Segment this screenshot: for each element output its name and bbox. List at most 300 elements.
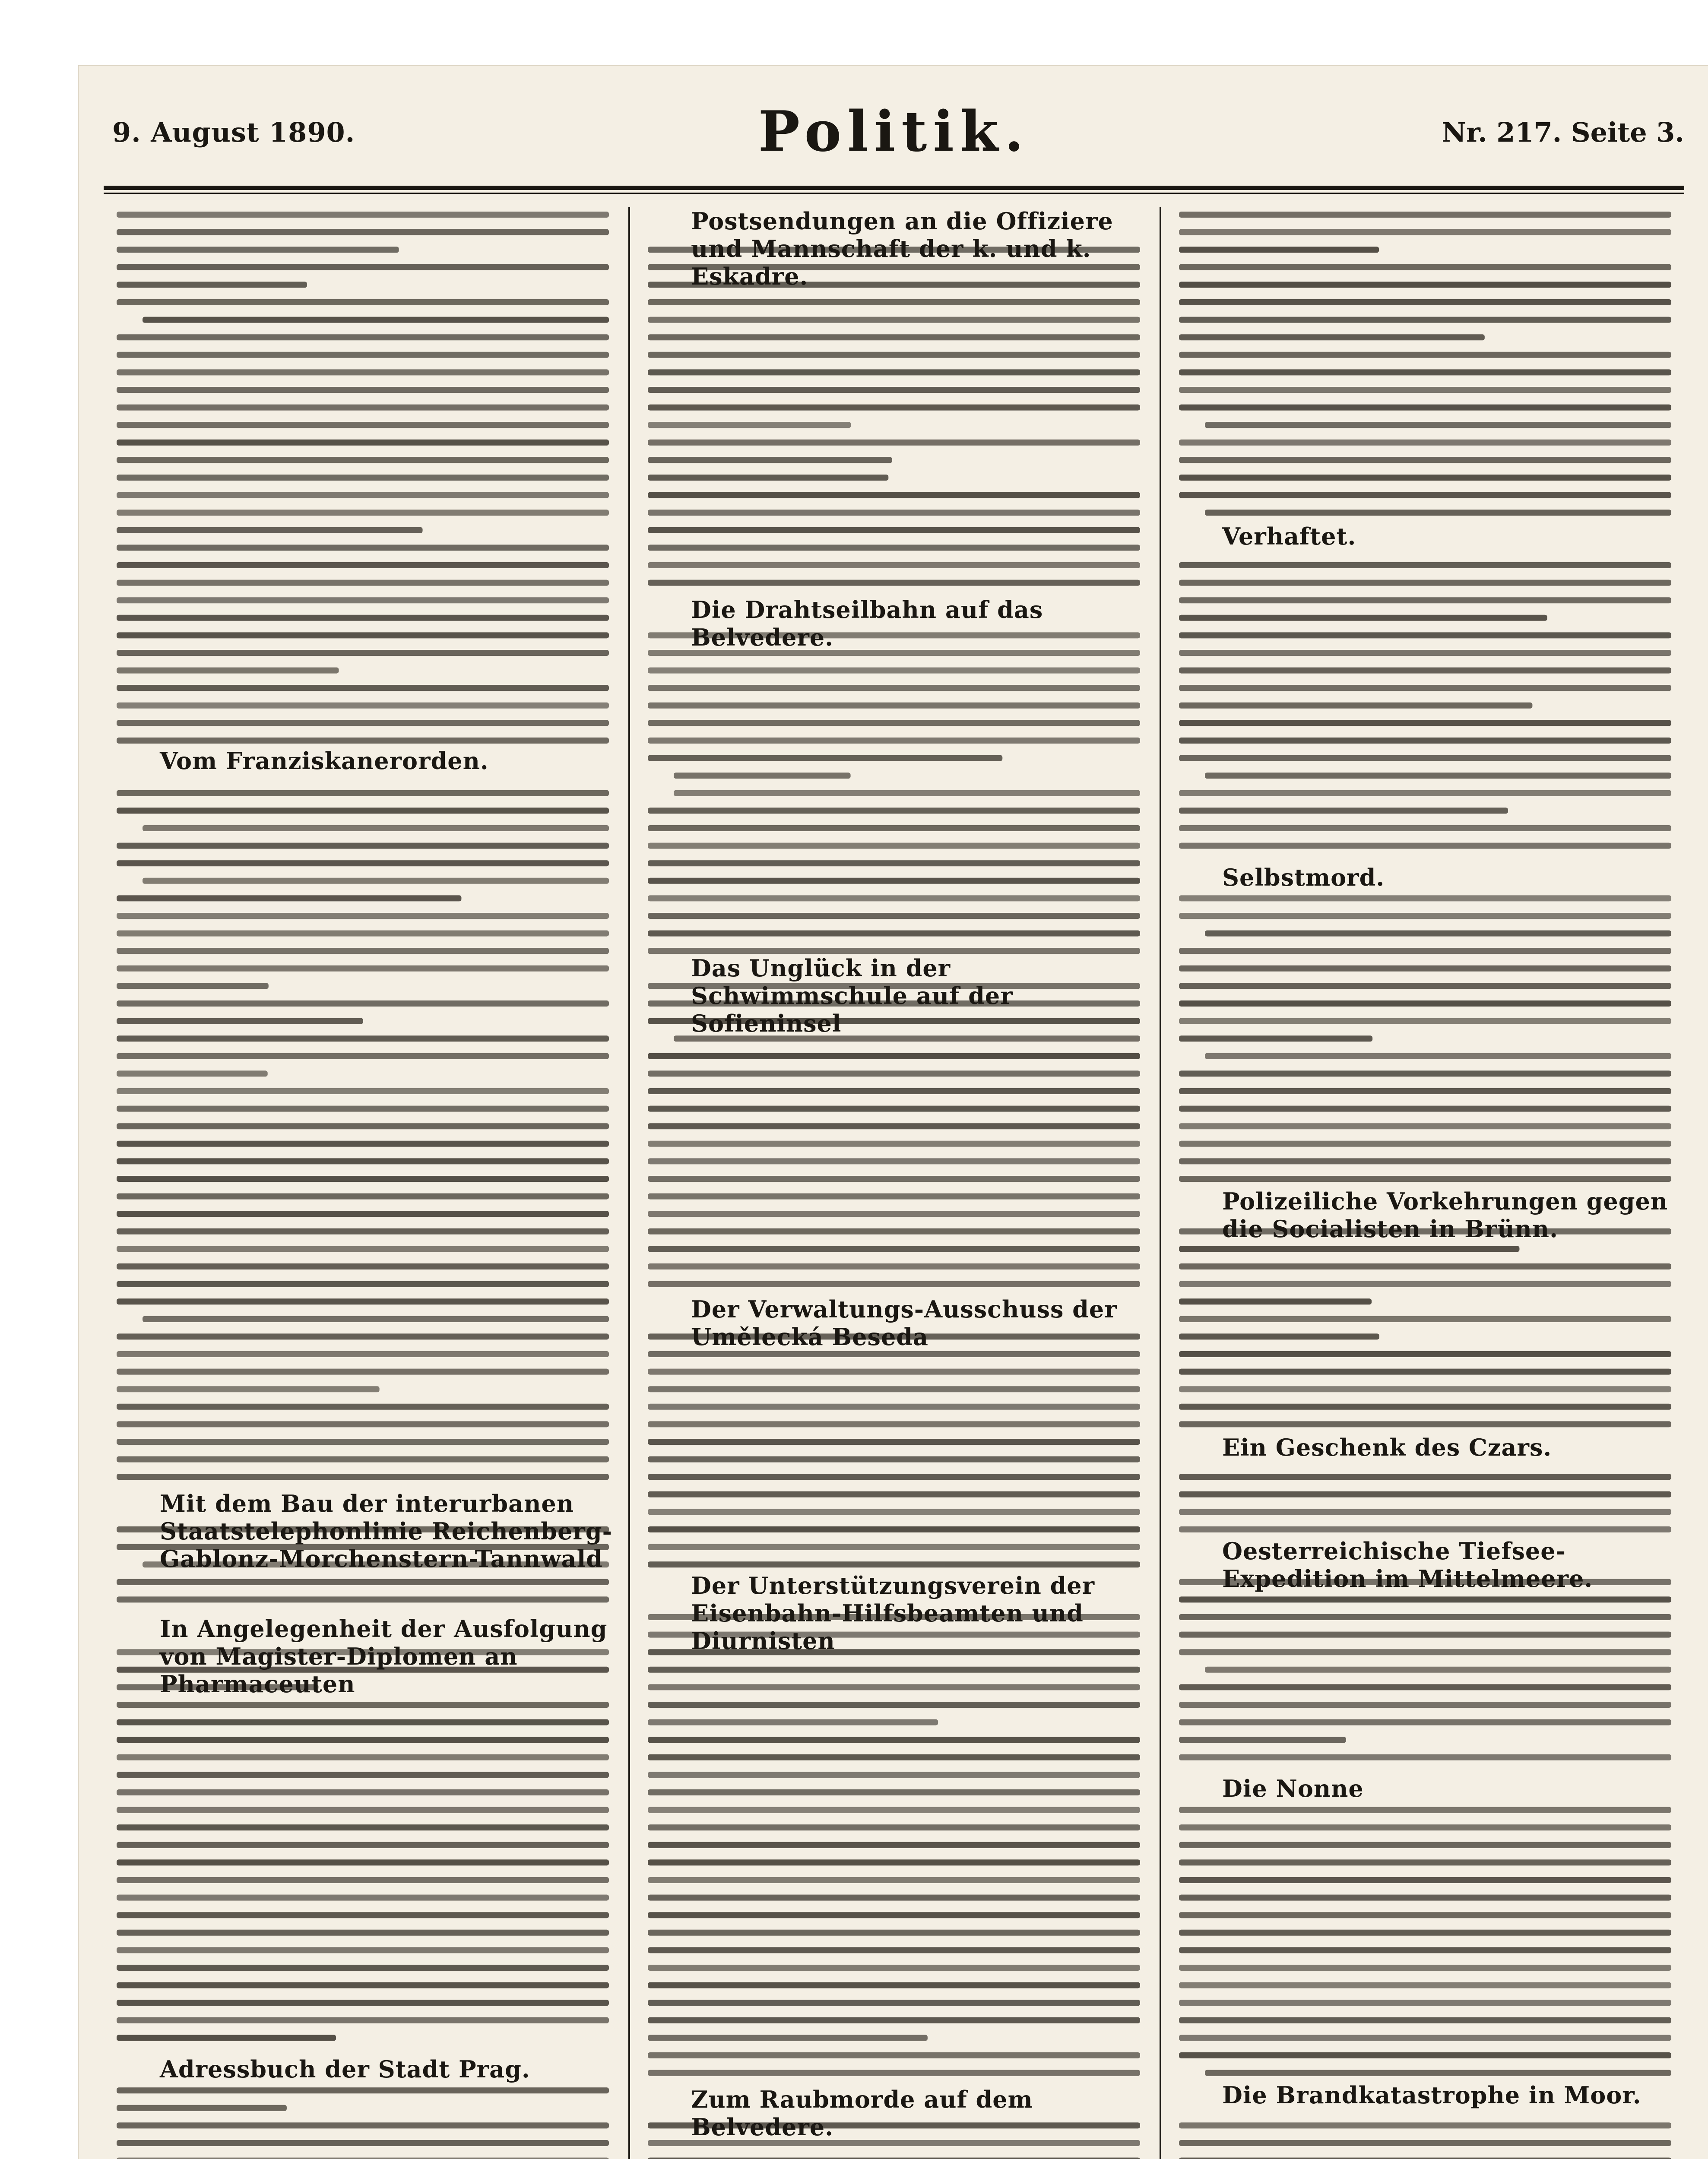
text-line bbox=[117, 1842, 609, 1848]
text-line bbox=[1179, 983, 1671, 989]
article-headline: Mit dem Bau der interurbanen Staatstelephonlinie Reichenberg-Gablonz-Morchenstern-Tannwald bbox=[160, 1490, 612, 1573]
text-line bbox=[1179, 1281, 1671, 1287]
text-line bbox=[648, 457, 892, 463]
text-line bbox=[1179, 1298, 1372, 1304]
article-headline: Polizeiliche Vorkehrungen gegen die Socialisten in Brünn. bbox=[1222, 1187, 1668, 1243]
text-line bbox=[117, 1088, 609, 1094]
text-line bbox=[117, 668, 339, 674]
text-line bbox=[648, 755, 1002, 761]
text-line bbox=[117, 1474, 609, 1480]
text-line bbox=[1205, 1667, 1671, 1673]
text-line bbox=[674, 772, 851, 779]
text-line bbox=[648, 1824, 1140, 1830]
text-line bbox=[648, 1158, 1140, 1164]
text-line bbox=[648, 685, 1140, 691]
text-line bbox=[1179, 2140, 1671, 2146]
text-line bbox=[117, 2140, 609, 2146]
text-line bbox=[648, 878, 1140, 884]
text-line bbox=[648, 1491, 1140, 1497]
text-line bbox=[117, 1807, 609, 1813]
text-line bbox=[674, 790, 1140, 796]
text-line bbox=[117, 1877, 609, 1883]
text-line bbox=[648, 1053, 1140, 1059]
article-headline: Oesterreichische Tiefsee-Expedition im Mittelmeere. bbox=[1222, 1537, 1593, 1592]
text-line bbox=[117, 1965, 609, 1971]
text-line bbox=[648, 948, 1140, 954]
text-line bbox=[117, 843, 609, 849]
text-line bbox=[117, 1737, 609, 1743]
text-line bbox=[1179, 720, 1671, 726]
text-line bbox=[648, 1123, 1140, 1129]
text-line bbox=[1179, 2122, 1671, 2128]
text-line bbox=[648, 2158, 1140, 2159]
text-line bbox=[117, 1421, 609, 1427]
text-line bbox=[648, 2000, 1140, 2006]
text-line bbox=[1179, 1719, 1671, 1725]
text-line bbox=[143, 878, 609, 884]
section-title: Politik. bbox=[758, 99, 1030, 164]
text-line bbox=[1179, 948, 1671, 954]
text-line bbox=[648, 1965, 1140, 1971]
text-line bbox=[648, 668, 1140, 674]
text-line bbox=[117, 1123, 609, 1129]
text-line bbox=[648, 1702, 1140, 1708]
text-line bbox=[648, 510, 1140, 516]
text-line bbox=[1179, 1333, 1379, 1339]
column-2 bbox=[639, 207, 1149, 2159]
text-line bbox=[1179, 1614, 1671, 1620]
text-line bbox=[1179, 457, 1671, 463]
text-line bbox=[1205, 931, 1671, 937]
text-line bbox=[117, 1579, 609, 1585]
text-line bbox=[648, 860, 1140, 866]
text-line bbox=[1179, 1632, 1671, 1638]
text-line bbox=[648, 895, 1140, 901]
text-line bbox=[143, 317, 609, 323]
text-line bbox=[648, 1369, 1140, 1375]
text-line bbox=[117, 405, 609, 411]
text-line bbox=[117, 1824, 609, 1830]
text-line bbox=[117, 1456, 609, 1463]
text-line bbox=[1179, 685, 1671, 691]
text-line bbox=[1179, 1930, 1671, 1936]
text-line bbox=[648, 843, 1140, 849]
text-line bbox=[1179, 264, 1671, 270]
text-line bbox=[1179, 703, 1532, 709]
text-line bbox=[648, 1070, 1140, 1076]
text-line bbox=[117, 790, 609, 796]
text-line bbox=[117, 703, 609, 709]
text-line bbox=[117, 1947, 609, 1953]
text-line bbox=[648, 1509, 1140, 1515]
text-line bbox=[1179, 1018, 1671, 1024]
text-line bbox=[648, 2140, 1140, 2146]
text-line bbox=[1179, 1369, 1671, 1375]
header-rule bbox=[104, 186, 1684, 190]
text-line bbox=[1179, 352, 1671, 358]
text-line bbox=[143, 825, 609, 831]
text-line bbox=[648, 1561, 1140, 1567]
text-line bbox=[117, 738, 609, 744]
text-line bbox=[1179, 825, 1671, 831]
text-line bbox=[648, 1719, 938, 1725]
text-line bbox=[1179, 1684, 1671, 1690]
text-line bbox=[1179, 1895, 1671, 1901]
text-line bbox=[1179, 632, 1671, 638]
text-line bbox=[117, 720, 609, 726]
text-line bbox=[117, 1141, 609, 1147]
text-line bbox=[117, 544, 609, 551]
article-headline: Ein Geschenk des Czars. bbox=[1222, 1434, 1552, 1461]
text-line bbox=[1179, 895, 1671, 901]
text-line bbox=[1179, 1526, 1671, 1532]
text-line bbox=[648, 1211, 1140, 1217]
text-line bbox=[648, 1351, 1140, 1357]
article-columns bbox=[108, 207, 1684, 2159]
text-line bbox=[648, 422, 851, 428]
text-line bbox=[117, 632, 609, 638]
article-headline: Postsendungen an die Offiziere und Mannschaft der k. und k. Eskadre. bbox=[691, 207, 1113, 290]
text-line bbox=[648, 825, 1140, 831]
text-line bbox=[117, 1912, 609, 1918]
text-line bbox=[117, 580, 609, 586]
text-line bbox=[648, 1912, 1140, 1918]
text-line bbox=[117, 247, 399, 253]
article-headline: Die Drahtseilbahn auf das Belvedere. bbox=[691, 596, 1043, 651]
issue-date: 9. August 1890. bbox=[112, 117, 355, 148]
text-line bbox=[1179, 334, 1485, 340]
text-line bbox=[1179, 1842, 1671, 1848]
text-line bbox=[1179, 212, 1671, 218]
text-line bbox=[648, 1106, 1140, 1112]
text-line bbox=[1179, 2017, 1671, 2023]
text-line bbox=[117, 2158, 609, 2159]
text-line bbox=[1179, 1965, 1671, 1971]
text-line bbox=[648, 387, 1140, 393]
text-line bbox=[117, 334, 609, 340]
text-line bbox=[117, 264, 609, 270]
text-line bbox=[1179, 2052, 1671, 2058]
text-line bbox=[648, 1141, 1140, 1147]
text-line bbox=[117, 387, 609, 393]
article-headline: Zum Raubmorde auf dem Belvedere. bbox=[691, 2086, 1033, 2141]
text-line bbox=[1179, 475, 1671, 481]
text-line bbox=[117, 1702, 609, 1708]
text-line bbox=[648, 562, 1140, 568]
text-line bbox=[1179, 299, 1671, 305]
text-line bbox=[1179, 668, 1671, 674]
text-line bbox=[648, 2017, 1140, 2023]
text-line bbox=[648, 1526, 1140, 1532]
text-line bbox=[1179, 440, 1671, 446]
text-line bbox=[1179, 1596, 1671, 1602]
text-line bbox=[117, 860, 609, 866]
text-line bbox=[1179, 282, 1671, 288]
text-line bbox=[648, 299, 1140, 305]
text-line bbox=[117, 1193, 609, 1200]
text-line bbox=[117, 1263, 609, 1269]
text-line bbox=[648, 703, 1140, 709]
text-line bbox=[117, 1439, 609, 1445]
text-line bbox=[117, 2122, 609, 2128]
text-line bbox=[648, 807, 1140, 814]
text-line bbox=[648, 1544, 1140, 1550]
text-line bbox=[1205, 772, 1671, 779]
text-line bbox=[117, 282, 307, 288]
column-divider bbox=[628, 207, 630, 2159]
text-line bbox=[648, 1246, 1140, 1252]
text-line bbox=[648, 1789, 1140, 1795]
text-line bbox=[117, 229, 609, 235]
text-line bbox=[648, 492, 1140, 498]
text-line bbox=[1179, 615, 1547, 621]
text-line bbox=[648, 475, 888, 481]
text-line bbox=[648, 1895, 1140, 1901]
text-line bbox=[117, 1018, 363, 1024]
text-line bbox=[648, 1754, 1140, 1760]
text-line bbox=[648, 1982, 1140, 1988]
text-line bbox=[1179, 317, 1671, 323]
text-line bbox=[117, 492, 609, 498]
text-line bbox=[1179, 580, 1671, 586]
text-line bbox=[648, 352, 1140, 358]
text-line bbox=[1179, 1474, 1671, 1480]
text-line bbox=[117, 212, 609, 218]
text-line bbox=[1179, 1386, 1671, 1392]
text-line bbox=[1179, 1421, 1671, 1427]
text-line bbox=[648, 1930, 1140, 1936]
text-line bbox=[117, 1298, 609, 1304]
text-line bbox=[1179, 1509, 1671, 1515]
text-line bbox=[117, 475, 609, 481]
text-line bbox=[648, 1439, 1140, 1445]
text-line bbox=[648, 913, 1140, 919]
text-line bbox=[1179, 1807, 1671, 1813]
text-line bbox=[648, 1456, 1140, 1463]
issue-number: Nr. 217. Seite 3. bbox=[1442, 117, 1684, 148]
text-line bbox=[117, 1000, 609, 1007]
text-line bbox=[117, 1246, 609, 1252]
text-line bbox=[1205, 2070, 1671, 2076]
text-line bbox=[1179, 1035, 1372, 1042]
text-line bbox=[1179, 2035, 1671, 2041]
text-line bbox=[117, 1106, 609, 1112]
text-line bbox=[648, 1772, 1140, 1778]
text-line bbox=[648, 1684, 1140, 1690]
text-line bbox=[1179, 2158, 1671, 2159]
text-line bbox=[117, 440, 609, 446]
text-line bbox=[648, 1667, 1140, 1673]
text-line bbox=[117, 1772, 609, 1778]
text-line bbox=[1179, 650, 1671, 656]
text-line bbox=[1179, 1912, 1671, 1918]
text-line bbox=[1179, 1491, 1671, 1497]
text-line bbox=[1179, 755, 1671, 761]
text-line bbox=[1179, 1947, 1671, 1953]
text-line bbox=[117, 369, 609, 375]
text-line bbox=[1205, 422, 1671, 428]
text-line bbox=[1179, 807, 1508, 814]
article-headline: Die Nonne bbox=[1222, 1775, 1364, 1802]
text-line bbox=[648, 317, 1140, 323]
text-line bbox=[1179, 1404, 1671, 1410]
text-line bbox=[1179, 1702, 1671, 1708]
text-line bbox=[648, 334, 1140, 340]
text-line bbox=[117, 1859, 609, 1865]
text-line bbox=[1179, 1737, 1346, 1743]
column-divider bbox=[1160, 207, 1161, 2159]
text-line bbox=[1179, 247, 1379, 253]
text-line bbox=[117, 913, 609, 919]
article-headline: In Angelegenheit der Ausfolgung von Magister-Diplomen an Pharmaceuten bbox=[160, 1615, 608, 1698]
text-line bbox=[117, 807, 609, 814]
text-line bbox=[117, 2105, 287, 2111]
text-line bbox=[117, 1386, 380, 1392]
text-line bbox=[1179, 1877, 1671, 1883]
text-line bbox=[648, 2052, 1140, 2058]
article-headline: Verhaftet. bbox=[1222, 522, 1356, 550]
text-line bbox=[117, 948, 609, 954]
text-line bbox=[1179, 405, 1671, 411]
text-line bbox=[117, 1070, 268, 1076]
text-line bbox=[1179, 1070, 1671, 1076]
text-line bbox=[117, 2017, 609, 2023]
text-line bbox=[117, 1053, 609, 1059]
text-line bbox=[1205, 510, 1671, 516]
text-line bbox=[648, 738, 1140, 744]
article-headline: Das Unglück in der Schwimmschule auf der Sofieninsel bbox=[691, 954, 1013, 1037]
text-line bbox=[1179, 1263, 1671, 1269]
text-line bbox=[117, 685, 609, 691]
text-line bbox=[1179, 1141, 1671, 1147]
article-headline: Der Unterstützungsverein der Eisenbahn-Hilfsbeamten und Diurnisten bbox=[691, 1572, 1095, 1655]
text-line bbox=[117, 1404, 609, 1410]
text-line bbox=[1179, 1859, 1671, 1865]
text-line bbox=[117, 1176, 609, 1182]
text-line bbox=[117, 510, 609, 516]
text-line bbox=[648, 720, 1140, 726]
text-line bbox=[648, 1737, 1140, 1743]
text-line bbox=[1179, 1246, 1519, 1252]
text-line bbox=[648, 1386, 1140, 1392]
text-line bbox=[117, 966, 609, 972]
text-line bbox=[1179, 1158, 1671, 1164]
text-line bbox=[648, 1474, 1140, 1480]
text-line bbox=[117, 2000, 609, 2006]
text-line bbox=[117, 1369, 609, 1375]
text-line bbox=[648, 369, 1140, 375]
text-line bbox=[648, 580, 1140, 586]
text-line bbox=[117, 650, 609, 656]
text-line bbox=[143, 1316, 609, 1322]
text-line bbox=[117, 1789, 609, 1795]
text-line bbox=[117, 1035, 609, 1042]
text-line bbox=[1179, 790, 1671, 796]
text-line bbox=[1179, 597, 1671, 603]
text-line bbox=[1179, 1000, 1671, 1007]
text-line bbox=[1179, 562, 1671, 568]
text-line bbox=[1179, 843, 1671, 849]
text-line bbox=[1205, 1053, 1671, 1059]
text-line bbox=[117, 562, 609, 568]
text-line bbox=[1179, 1982, 1671, 1988]
column-1 bbox=[108, 207, 618, 2159]
text-line bbox=[117, 1754, 609, 1760]
text-line bbox=[117, 1895, 609, 1901]
article-headline: Adressbuch der Stadt Prag. bbox=[160, 2055, 530, 2083]
text-line bbox=[648, 1421, 1140, 1427]
text-line bbox=[1179, 1351, 1671, 1357]
text-line bbox=[648, 1193, 1140, 1200]
text-line bbox=[1179, 229, 1671, 235]
text-line bbox=[117, 457, 609, 463]
text-line bbox=[117, 527, 423, 533]
text-line bbox=[1179, 369, 1671, 375]
column-3 bbox=[1170, 207, 1680, 2159]
text-line bbox=[117, 1333, 609, 1339]
text-line bbox=[648, 2035, 928, 2041]
text-line bbox=[117, 2035, 336, 2041]
text-line bbox=[117, 1982, 609, 1988]
text-line bbox=[648, 931, 1140, 937]
text-line bbox=[1179, 387, 1671, 393]
text-line bbox=[117, 1719, 609, 1725]
text-line bbox=[648, 1947, 1140, 1953]
text-line bbox=[117, 931, 609, 937]
text-line bbox=[648, 2070, 1140, 2076]
text-line bbox=[1179, 1649, 1671, 1655]
text-line bbox=[1179, 1754, 1671, 1760]
text-line bbox=[648, 1281, 1140, 1287]
text-line bbox=[117, 597, 609, 603]
text-line bbox=[648, 1842, 1140, 1848]
text-line bbox=[117, 895, 461, 901]
text-line bbox=[117, 299, 609, 305]
text-line bbox=[1179, 1824, 1671, 1830]
text-line bbox=[117, 1211, 609, 1217]
text-line bbox=[1179, 738, 1671, 744]
text-line bbox=[1179, 1316, 1671, 1322]
text-line bbox=[648, 1176, 1140, 1182]
text-line bbox=[117, 352, 609, 358]
text-line bbox=[648, 1088, 1140, 1094]
text-line bbox=[1179, 913, 1671, 919]
text-line bbox=[1179, 1106, 1671, 1112]
text-line bbox=[117, 1351, 609, 1357]
page-header bbox=[112, 99, 1684, 173]
text-line bbox=[648, 1807, 1140, 1813]
text-line bbox=[117, 1281, 609, 1287]
text-line bbox=[117, 983, 269, 989]
text-line bbox=[648, 1877, 1140, 1883]
text-line bbox=[1179, 492, 1671, 498]
text-line bbox=[117, 1228, 609, 1235]
text-line bbox=[648, 1228, 1140, 1235]
article-headline: Die Brandkatastrophe in Moor. bbox=[1222, 2081, 1641, 2109]
text-lines bbox=[108, 207, 618, 2159]
text-line bbox=[648, 405, 1140, 411]
text-line bbox=[1179, 2000, 1671, 2006]
text-line bbox=[1179, 1088, 1671, 1094]
text-line bbox=[648, 1859, 1140, 1865]
text-line bbox=[117, 422, 609, 428]
text-line bbox=[648, 527, 1140, 533]
text-line bbox=[1179, 1176, 1671, 1182]
text-lines bbox=[639, 207, 1149, 2159]
article-headline: Vom Franziskanerorden. bbox=[160, 747, 489, 775]
text-line bbox=[117, 2087, 609, 2093]
text-line bbox=[117, 615, 609, 621]
